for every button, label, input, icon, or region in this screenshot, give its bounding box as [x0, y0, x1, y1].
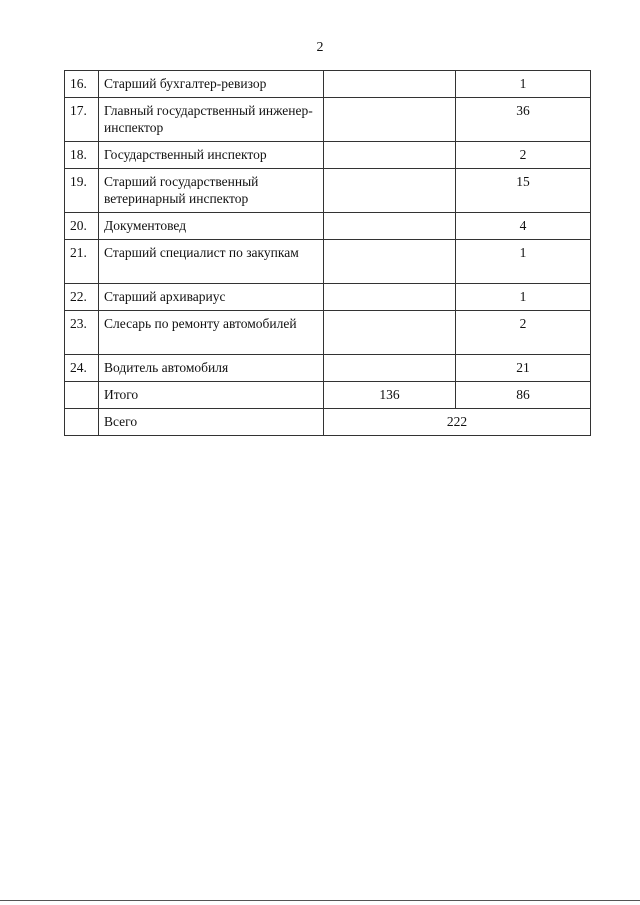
position-name: Старший бухгалтер-ревизор	[99, 71, 324, 98]
table-row	[65, 284, 591, 311]
count-a	[324, 355, 456, 382]
row-number: 21.	[65, 240, 99, 284]
table-row	[65, 311, 591, 355]
position-name: Водитель автомобиля	[99, 355, 324, 382]
count-b: 1	[456, 284, 591, 311]
count-b: 1	[456, 240, 591, 284]
staff-table	[64, 70, 591, 436]
row-number: 20.	[65, 213, 99, 240]
subtotal-label: Итого	[99, 382, 324, 409]
table-row	[65, 213, 591, 240]
row-number: 23.	[65, 311, 99, 355]
total-value: 222	[324, 409, 591, 436]
subtotal-b: 86	[456, 382, 591, 409]
total-label: Всего	[99, 409, 324, 436]
count-a	[324, 98, 456, 142]
row-number: 18.	[65, 142, 99, 169]
position-name: Старший специалист по закупкам	[99, 240, 324, 284]
table-row	[65, 240, 591, 284]
count-b: 15	[456, 169, 591, 213]
position-name: Слесарь по ремонту автомобилей	[99, 311, 324, 355]
table-row	[65, 142, 591, 169]
count-a	[324, 213, 456, 240]
count-a	[324, 311, 456, 355]
position-name: Старший архивариус	[99, 284, 324, 311]
subtotal-row	[65, 382, 591, 409]
count-a	[324, 240, 456, 284]
count-a	[324, 71, 456, 98]
count-a	[324, 169, 456, 213]
position-name: Старший государственный ветеринарный инспектор	[99, 169, 324, 213]
count-b: 36	[456, 98, 591, 142]
total-row	[65, 409, 591, 436]
count-a	[324, 284, 456, 311]
page-bottom-rule	[0, 900, 640, 901]
row-number: 19.	[65, 169, 99, 213]
count-b: 21	[456, 355, 591, 382]
total-number-cell	[65, 409, 99, 436]
table-row	[65, 355, 591, 382]
row-number: 16.	[65, 71, 99, 98]
position-name: Государственный инспектор	[99, 142, 324, 169]
position-name: Главный государственный инженер-инспектор	[99, 98, 324, 142]
count-b: 2	[456, 311, 591, 355]
row-number: 24.	[65, 355, 99, 382]
subtotal-a: 136	[324, 382, 456, 409]
subtotal-number-cell	[65, 382, 99, 409]
count-b: 2	[456, 142, 591, 169]
row-number: 17.	[65, 98, 99, 142]
count-b: 1	[456, 71, 591, 98]
position-name: Документовед	[99, 213, 324, 240]
table-row	[65, 169, 591, 213]
table-row	[65, 71, 591, 98]
row-number: 22.	[65, 284, 99, 311]
table-row	[65, 98, 591, 142]
count-b: 4	[456, 213, 591, 240]
count-a	[324, 142, 456, 169]
page-number: 2	[316, 40, 324, 55]
